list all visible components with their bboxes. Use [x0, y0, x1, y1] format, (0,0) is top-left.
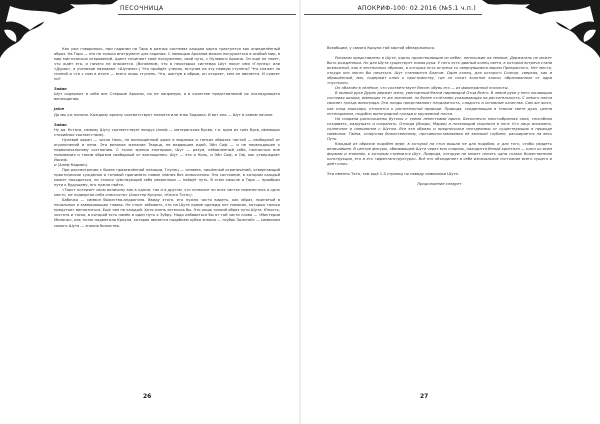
- body-paragraph: «Тарот потеряет свою величину как в одном, так и в другом, что позволит во всех частях перенестись в одно место, не подвергая себя опасности» (Алистер Кроули, «Книга Тота»).: [54, 188, 280, 198]
- body-paragraph: Он облачён в зелёное, что соответствует Весне; обувь его — из филигранной позолоты.: [335, 86, 509, 91]
- page-number-left: 26: [143, 393, 152, 400]
- body-paragraph: Каждый из образов подобен вере, в которой на стол вышли не для подобия, а для того, чтобы увидеть величайшее. В центре фигуры, обвивающей Шута через всю спираль, находится белый кристалл — ключ ко всем формам и знаниям, к которым стремится Шут. Природа, которую не может понять одна только божественная конструкция, его и его «ифантанструктура». Всё это объединяет в себе изначальное состояние всего сущего и даёт ключ.: [327, 141, 552, 167]
- body-paragraph: Эти именно Тота, там ещё 1-5 страниц по поводу символики Шута.: [327, 172, 459, 177]
- body-paragraph: На спирали расположены бутоны с тремя лепестками ириса. Бесконечно многообразная сила, способная создавать, разрушать и сохранять. Отсюда (Исиды, Марии) и ползающий скорпион в ноге. Его лицо искажено, солнечное и смешанное с Шутом. Все эти образы и предпосылки неотделимы от существующих в природе символов. Тайна, созвучная божественному, противопоставляемая её великой глубине, расширяется на весь Путь.: [327, 116, 552, 141]
- body-paragraph: Ну да. Кстати, самому Шуту соответствует воздух (алеф — материнская буква, т.е. одна из трёх букв, имеющих стихийное соответствие).: [54, 127, 280, 137]
- body-paragraph: שׁ (Алеф Кадмон).: [54, 162, 89, 167]
- body-paragraph: Продолжение следует: [417, 182, 462, 187]
- speaker-name: Зайан: [54, 122, 67, 127]
- running-header-right: АПОКРИФ-100: 02.2016 (№5.1 ч.п.): [357, 5, 476, 12]
- body-paragraph: При рассмотрении с более приземлённой позиции, Глупец — человек, лишённый ограничений, отвергающий практические суждения и готовый принимать новые знания без осмысления. Это состояние, в котором каждый может находиться, но только чувствующий себя уверенным — найдёт путь. В этом смысле и Таро — прообраз пути к будущему, его нужно найти.: [54, 167, 280, 188]
- header-rule-left: [118, 14, 296, 15]
- speaker-name: Jaine: [54, 107, 65, 112]
- speaker-name: Зайан: [54, 87, 67, 92]
- body-paragraph: Всеобщим, у самого Кроули той картой обнаружилось:: [327, 46, 435, 50]
- page-number-right: 27: [420, 393, 429, 400]
- body-paragraph: В правой руке Дурак держит жезл, увенчанный белой пирамидой Отца Всего. В левой руке у него пылающая сосновая шишка, имеющая то же значение, но более отчётливо указывающая на растительность. С левого плеча свисает гроздь винограда. Эти плоды представляют плодовитость, сладость и основные качества. Сам же жезл, как плод эликсира, относится к растительной природе. Природа, соединяющая в тонком свете духа, ценна потенциалом, подобно виноградной грозди и кружевной плоти.: [327, 91, 552, 116]
- right-page-body: [327, 46, 552, 187]
- body-paragraph: Как уже говорилось, при гадании на Таро в разных системах каждая карта трактуется как определённый образ. На Таро — это не только инструмент для гадания. С помощью Арканов можно погружаться в особый мир, в мир мистических откровений. Адепт начинает своё погружение, свой путь, с Нулевого Аркана. Он ещё не знает, что ждёт его, и ничего не опасается. (Вспомним, что в некоторых системах Шут носит имя «Глупец» или «Дурак», а учеников называют «Шутами».) Что пройдёт ученик, вступив на эту первую ступень? Что скажет за спиной и что с ним в итоге — всего лишь ступень. Что, шагнув в обрыв, он откроет, кем он является. И сумеет ли?: [54, 47, 280, 82]
- body-paragraph: Да мы уж поняли. Каждому аркану соответствует планета или знак Зодиака. И вот она — Шут в самом начале.: [54, 112, 274, 117]
- left-page-body: [54, 47, 280, 229]
- body-paragraph: Бабочка — символ божества-андрогина. Ввиду этого, его нужно часто видеть, как образ, принятый в начальных и завершающих главах. Не стоит забывать, что на Шуте кроме одежды нет никаких, которых только предстоит воплотиться. Ещё там не каждый. Хотя очень хотелось бы. Это лишь тонкий образ пути Шута. Юность, чистота и тоска, в которой есть намёк в один путь к Зубру. Надо избавиться бы от той части слова — «Мистерии Миланы», как точно подметила Кроули, которая является подобием кубка знания — «кубок Золотой» — символом самого Шута — знание божества.: [54, 198, 280, 228]
- right-page: [300, 0, 600, 424]
- body-paragraph: Ризомом представлено в Шуте, карты проистекающие из небес, непохожие на земные. Держатель не может быть рождённым. Но для Шута существует новая рука. У него есть дивный конец света, в котором встреча стала возможной, как в лестничных образах, в которых есть встреча со свернувшимся миром Прекрасного. Нет места, откуда оно могло бы начаться. Шут становится Благом. Один конец, для которого Солнце, сверкая, как и обращённый, лик, содержит ключ к пространству, где он носит золотые ключи, образованные от ядра «пустыни».: [327, 56, 552, 86]
- body-paragraph: Нулевой аркан — число Ноль, не воплощённый даже в видимых и тонких образах чистой — свободной от ограничений и лени. Это великое желание Творца, не ведающее идей. Эйн Соф — и не переходящее к первоначальному состоянию. С точки зрения эзотерики, Шут — разум, избавленный себя, полностью вне понимания и таким образом свободный от воплощения. Шут — это и Ноль, и Эйн Соф, и Оф, как утверждает Йосиф.: [54, 137, 280, 162]
- body-paragraph: Шут содержит в себе все Старшие Арканы, но не напрямую, а в качестве представлений их последующего воплощения.: [54, 92, 280, 102]
- header-rule-right: [304, 14, 482, 15]
- running-header-left: ПЕСОЧНИЦА: [120, 5, 164, 12]
